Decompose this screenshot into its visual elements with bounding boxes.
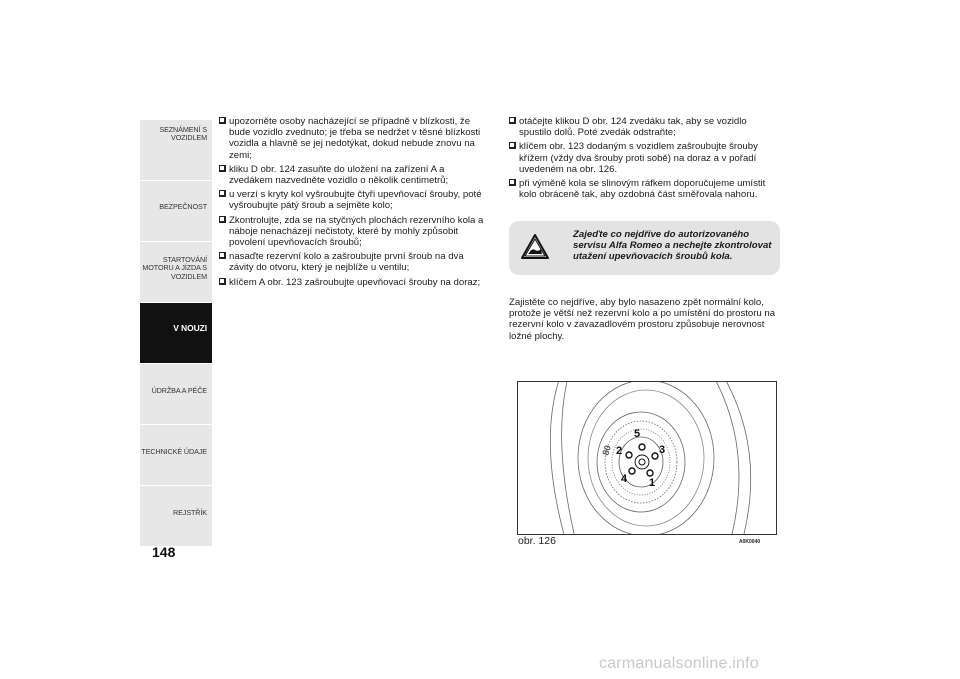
watermark: carmanualsonline.info: [599, 655, 759, 672]
tab-v-nouzi[interactable]: [140, 303, 212, 363]
checkbox-bullet-icon: [509, 117, 515, 123]
tab-label: REJSTŘÍK: [173, 508, 207, 517]
checkbox-bullet-icon: [219, 190, 225, 196]
wheel-figure: [517, 381, 777, 535]
list-item: nasaďte rezervní kolo a zašroubujte první šroub na dva závity do otvoru, který je nejblíže u ventilu;: [219, 251, 487, 273]
checkbox-bullet-icon: [219, 252, 225, 258]
checkbox-bullet-icon: [509, 179, 515, 185]
warning-box: [509, 221, 780, 275]
tab-label: V NOUZI: [173, 323, 207, 333]
body-paragraph: Zajistěte co nejdříve, aby bylo nasazeno zpět normální kolo, protože je větší než rezervní kolo a po umístění do prostoru na rezervní kolo v zavazadlovém prostoru způsobuje nerovnost ložné plochy.: [509, 297, 776, 342]
list-item: otáčejte klikou D obr. 124 zvedáku tak, aby se vozidlo spustilo dolů. Poté zvedák odstraňte;: [509, 116, 781, 138]
tab-bezpecnost[interactable]: [140, 181, 212, 241]
tab-label: ÚDRŽBA A PÉČE: [151, 386, 207, 395]
bolt-label-4: 4: [621, 473, 628, 485]
rim-marking: 80: [600, 444, 613, 457]
right-column: [509, 116, 781, 203]
checkbox-bullet-icon: [219, 165, 225, 171]
bolt-label-1: 1: [649, 477, 656, 489]
list-item: klíčem obr. 123 dodaným s vozidlem zašroubujte šrouby křížem (vždy dva šrouby proti sobě) na doraz a v pořadí uvedeném na obr. 126.: [509, 141, 781, 175]
bolt-label-5: 5: [634, 428, 641, 440]
tab-seznameni[interactable]: [140, 120, 212, 180]
tab-label: SEZNÁMENÍ S VOZIDLEM: [159, 125, 207, 143]
list-item: u verzí s kryty kol vyšroubujte čtyři upevňovací šrouby, poté vyšroubujte pátý šroub a sejměte kolo;: [219, 189, 487, 211]
figure-code: A0K0040: [739, 539, 761, 545]
checkbox-bullet-icon: [219, 216, 225, 222]
warning-triangle-icon: [521, 233, 549, 261]
list-item: klíčem A obr. 123 zašroubujte upevňovací šrouby na doraz;: [219, 277, 487, 288]
tab-rejstrik[interactable]: [140, 486, 212, 546]
bolt-label-2: 2: [616, 445, 623, 457]
tab-label: BEZPEČNOST: [159, 202, 207, 211]
checkbox-bullet-icon: [509, 142, 515, 148]
wheel-illustration: [518, 382, 776, 534]
bolt-label-3: 3: [659, 444, 666, 456]
tab-label: TECHNICKÉ ÚDAJE: [141, 447, 207, 456]
warning-text: Zajeďte co nejdříve do autorizovaného servisu Alfa Romeo a nechejte zkontrolovat utažení upevňovacích šroubů kola.: [573, 229, 772, 262]
tab-udrzba[interactable]: [140, 364, 212, 424]
tab-startovani[interactable]: [140, 242, 212, 302]
tab-technicke-udaje[interactable]: [140, 425, 212, 485]
list-item: upozorněte osoby nacházející se případně v blízkosti, že bude vozidlo zvednuto; je třeba se nedržet v těsné blízkosti vozidla a hlavně se jej nedotýkat, dokud nebude znovu na zemi;: [219, 116, 487, 161]
checkbox-bullet-icon: [219, 278, 225, 284]
list-item: kliku D obr. 124 zasuňte do uložení na zařízení A a zvedákem nazvedněte vozidlo o několik centimetrů;: [219, 164, 487, 186]
list-item: Zkontrolujte, zda se na styčných plochách rezervního kola a náboje nenacházejí nečistoty, které by mohly způsobit povolení upevňovacích šroubů;: [219, 215, 487, 249]
tab-label: STARTOVÁNÍ MOTORU A JÍZDA S VOZIDLEM: [142, 255, 207, 281]
page-number: 148: [152, 544, 176, 560]
list-item: při výměně kola se slinovým ráfkem doporučujeme umístit kolo obráceně tak, aby ozdobná část směřovala nahoru.: [509, 178, 781, 200]
left-column: [219, 116, 487, 291]
checkbox-bullet-icon: [219, 117, 225, 123]
figure-caption: obr. 126: [518, 535, 556, 547]
